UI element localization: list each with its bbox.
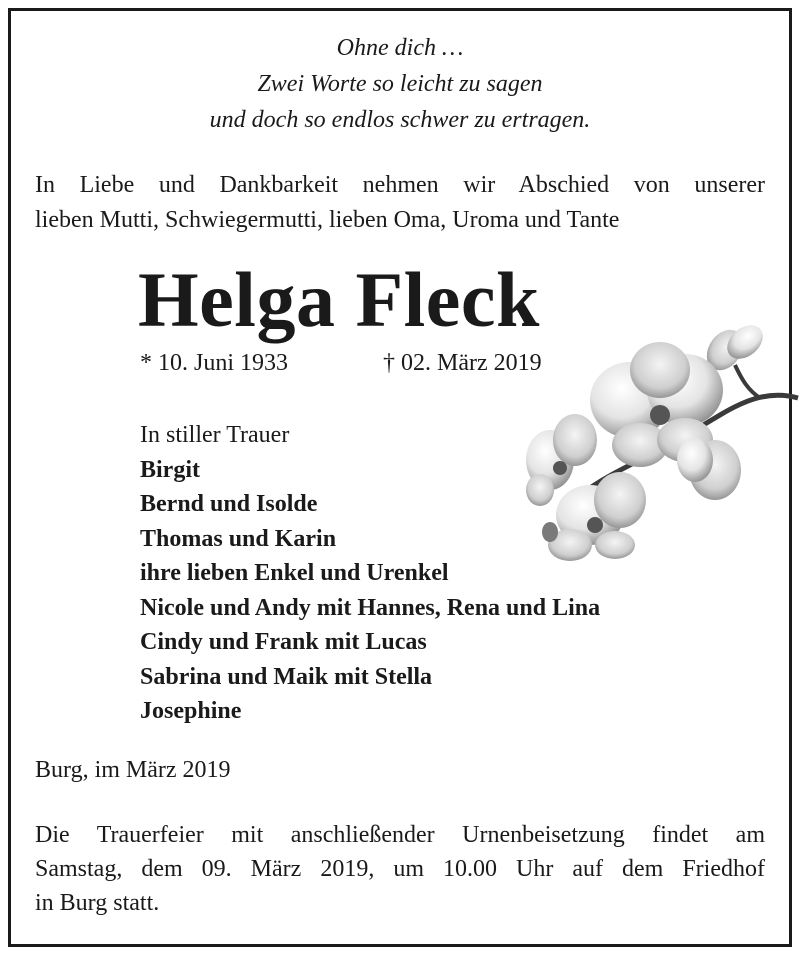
- intro-text: [35, 168, 765, 238]
- ceremony-text: [35, 818, 765, 920]
- ceremony-line: Samstag, dem 09. März 2019, um 10.00 Uhr auf dem Friedhof: [35, 856, 765, 882]
- poem-line: Ohne dich …: [336, 35, 464, 61]
- ceremony-line: Die Trauerfeier mit anschließender Urnenbeisetzung findet am: [35, 822, 765, 848]
- death-date: † 02. März 2019: [383, 350, 542, 376]
- intro-line: lieben Mutti, Schwiegermutti, lieben Oma, Uroma und Tante: [35, 207, 620, 233]
- mourner-entry: ihre lieben Enkel und Urenkel: [140, 560, 449, 586]
- mourner-entry: Cindy und Frank mit Lucas: [140, 629, 427, 655]
- mourner-entry: Bernd und Isolde: [140, 491, 318, 517]
- mourners-list: [140, 418, 600, 729]
- mourner-entry: Josephine: [140, 698, 242, 724]
- mourner-entry: Nicole und Andy mit Hannes, Rena und Lina: [140, 594, 601, 621]
- mourning-heading: In stiller Trauer: [140, 422, 290, 448]
- mourner-entry: Birgit: [140, 456, 200, 483]
- deceased-name: Helga Fleck: [138, 256, 540, 343]
- mourner-entry: Sabrina und Maik mit Stella: [140, 663, 433, 690]
- poem-line: Zwei Worte so leicht zu sagen: [257, 71, 543, 97]
- poem-line: und doch so endlos schwer zu ertragen.: [209, 107, 591, 133]
- intro-line: In Liebe und Dankbarkeit nehmen wir Abschied von unserer: [35, 172, 765, 198]
- birth-date: * 10. Juni 1933: [140, 350, 289, 376]
- place-date: Burg, im März 2019: [35, 757, 231, 783]
- ceremony-line: in Burg statt.: [35, 890, 160, 916]
- poem: [0, 30, 800, 138]
- mourner-entry: Thomas und Karin: [140, 525, 337, 552]
